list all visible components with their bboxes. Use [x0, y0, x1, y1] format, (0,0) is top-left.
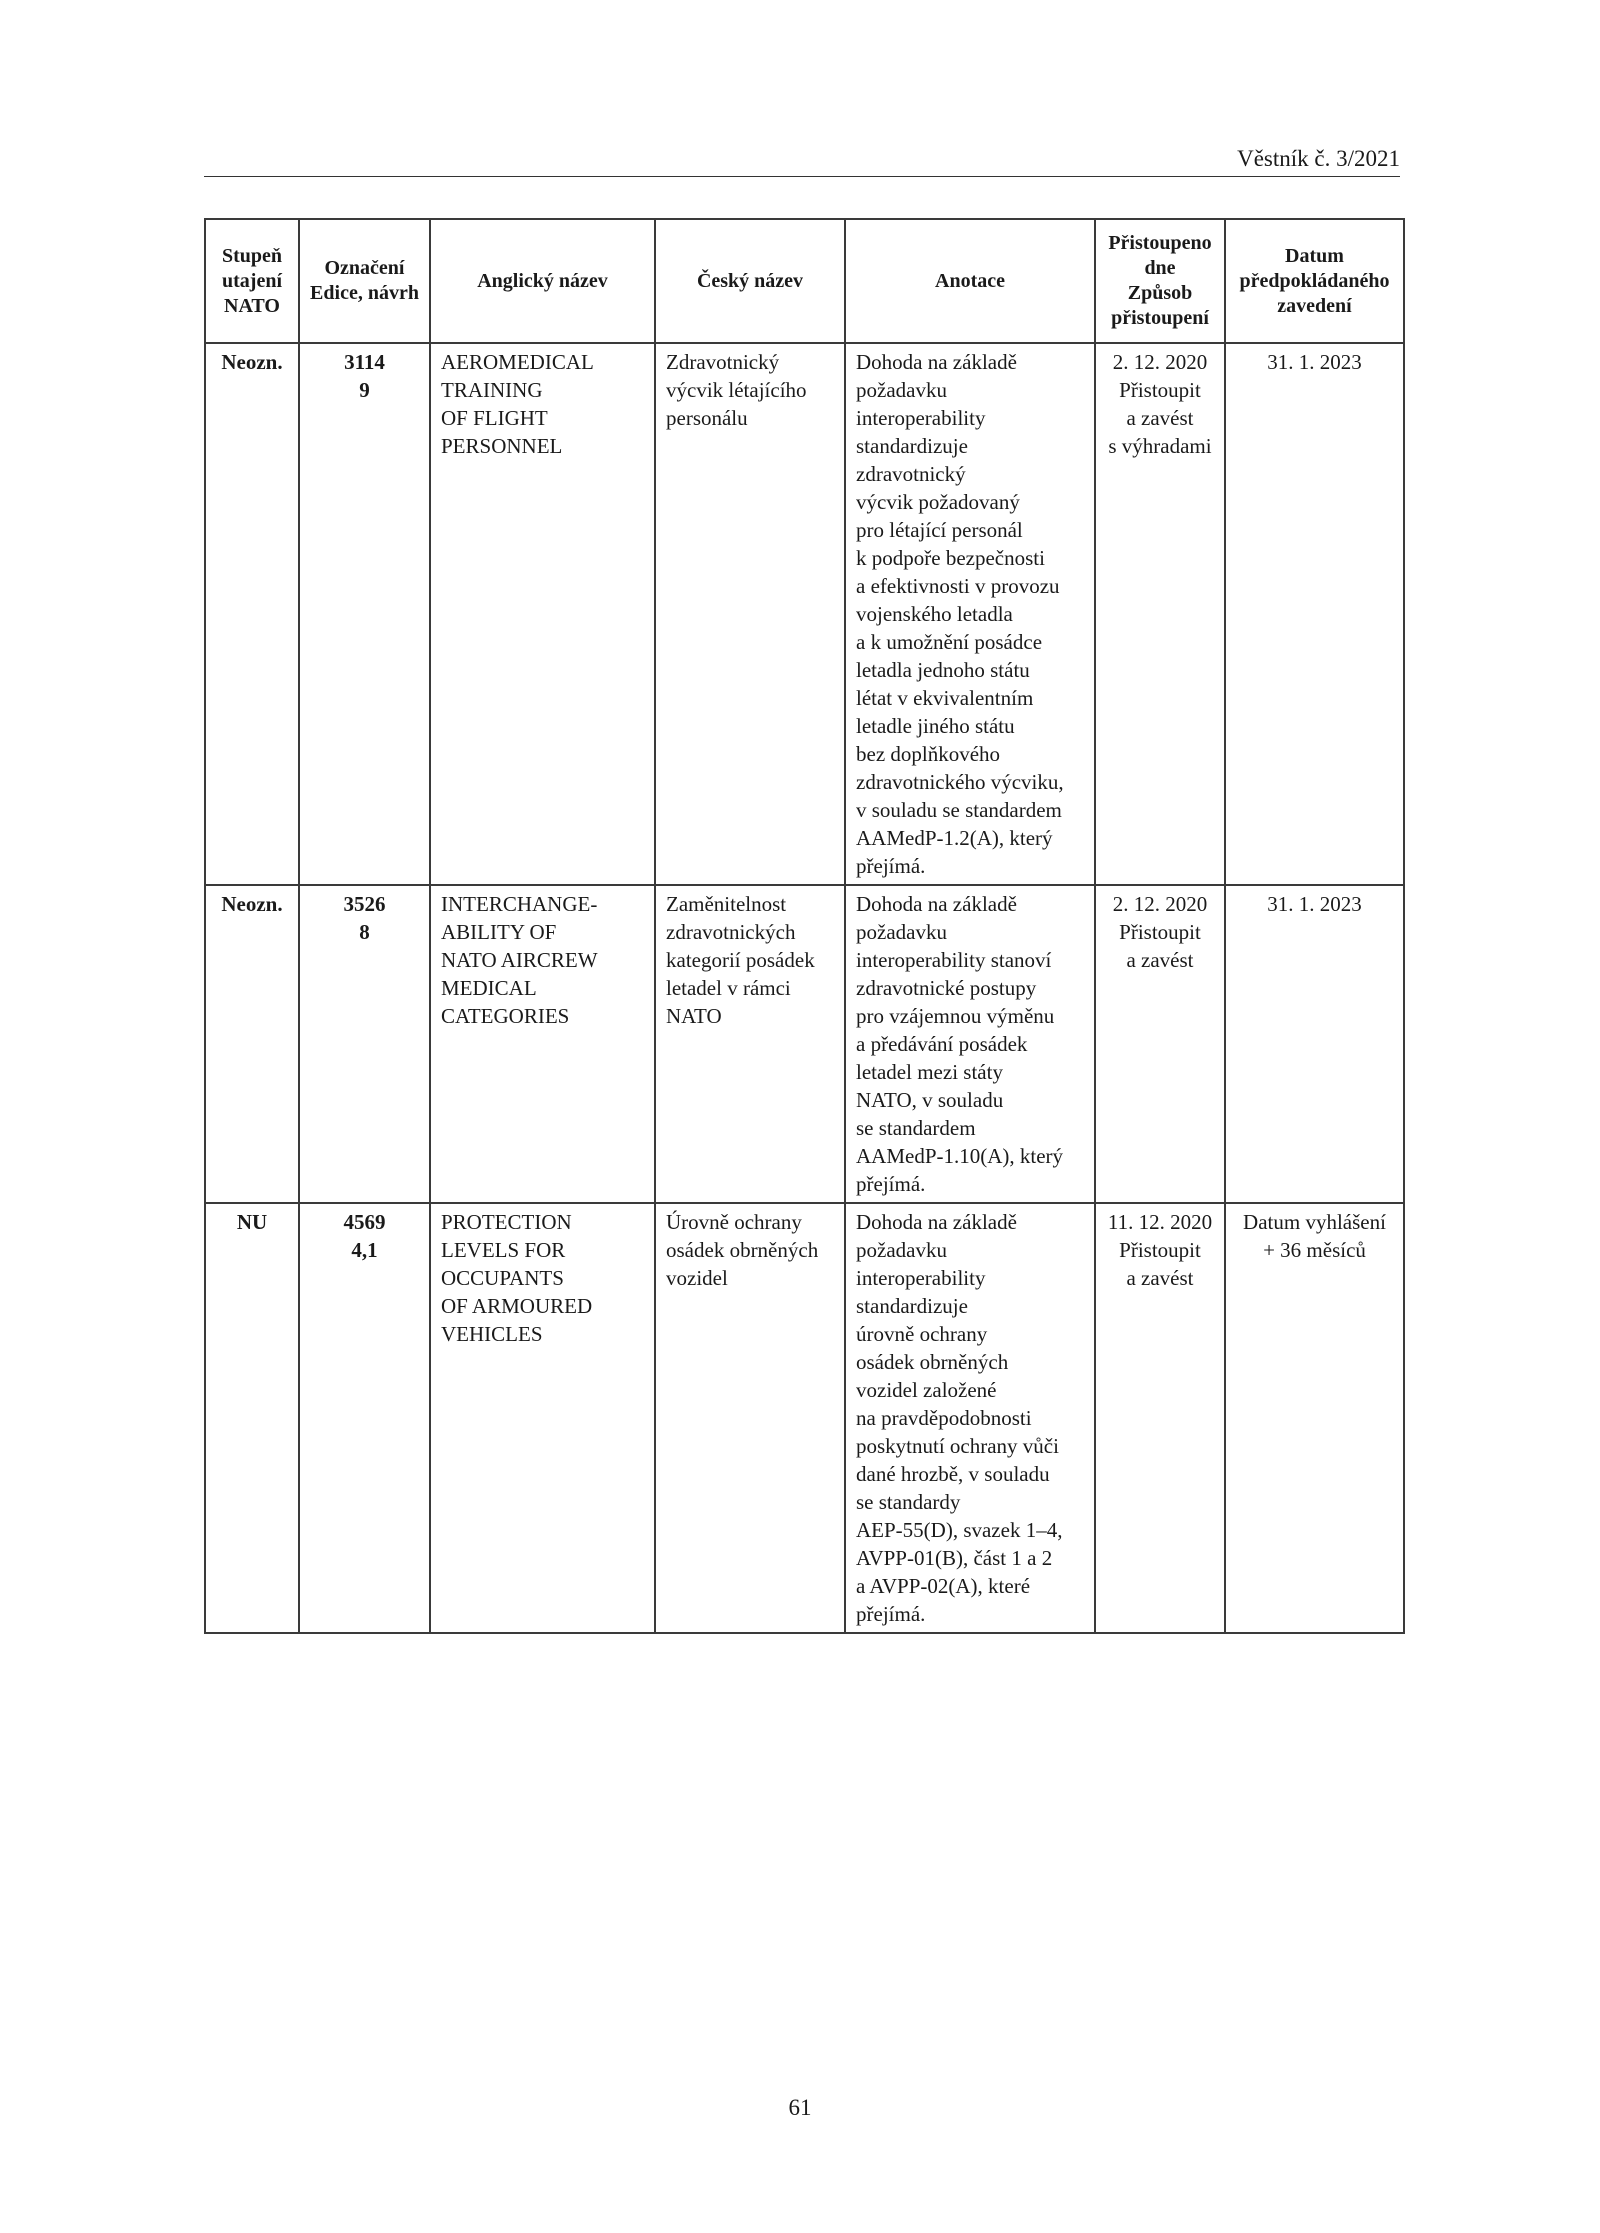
journal-issue: Věstník č. 3/2021: [1237, 146, 1400, 171]
table-row: [205, 885, 1404, 1203]
implementation-cell: Datum vyhlášení + 36 měsíců: [1225, 1203, 1404, 1633]
annotation-cell: Dohoda na základě požadavku interoperability stanoví zdravotnické postupy pro vzájemnou výměnu a předávání posádek letadel mezi státy NATO, v souladu se standardem AAMedP-1.10(A), který přejímá.: [845, 885, 1095, 1203]
classification-cell: Neozn.: [205, 343, 299, 885]
implementation-cell: 31. 1. 2023: [1225, 885, 1404, 1203]
table-row: [205, 343, 1404, 885]
header-annotation: Anotace: [845, 219, 1095, 343]
header-czech-title: Český název: [655, 219, 845, 343]
page-number: 61: [788, 2095, 812, 2120]
table-header-row: [205, 219, 1404, 343]
implementation-cell: 31. 1. 2023: [1225, 343, 1404, 885]
running-header: [204, 146, 1400, 177]
classification-cell: NU: [205, 1203, 299, 1633]
designation-cell: 4569 4,1: [299, 1203, 430, 1633]
accession-cell: 2. 12. 2020 Přistoupit a zavést: [1095, 885, 1225, 1203]
annotation-cell: Dohoda na základě požadavku interoperability standardizuje úrovně ochrany osádek obrněných vozidel založené na pravděpodobnosti poskytnutí ochrany vůči dané hrozbě, v souladu se standardy AEP-55(D), svazek 1–4, AVPP-01(B), část 1 a 2 a AVPP-02(A), které přejímá.: [845, 1203, 1095, 1633]
header-english-title: Anglický název: [430, 219, 655, 343]
english-title-cell: AEROMEDICAL TRAINING OF FLIGHT PERSONNEL: [430, 343, 655, 885]
designation-cell: 3114 9: [299, 343, 430, 885]
accession-cell: 11. 12. 2020 Přistoupit a zavést: [1095, 1203, 1225, 1633]
designation-cell: 3526 8: [299, 885, 430, 1203]
nato-standards-table: [204, 218, 1405, 1634]
czech-title-cell: Zdravotnický výcvik létajícího personálu: [655, 343, 845, 885]
accession-cell: 2. 12. 2020 Přistoupit a zavést s výhradami: [1095, 343, 1225, 885]
header-accession: Přistoupeno dne Způsob přistoupení: [1095, 219, 1225, 343]
english-title-cell: INTERCHANGE- ABILITY OF NATO AIRCREW MEDICAL CATEGORIES: [430, 885, 655, 1203]
classification-cell: Neozn.: [205, 885, 299, 1203]
header-designation: Označení Edice, návrh: [299, 219, 430, 343]
czech-title-cell: Zaměnitelnost zdravotnických kategorií posádek letadel v rámci NATO: [655, 885, 845, 1203]
table-row: [205, 1203, 1404, 1633]
header-classification: Stupeň utajení NATO: [205, 219, 299, 343]
annotation-cell: Dohoda na základě požadavku interoperability standardizuje zdravotnický výcvik požadovaný pro létající personál k podpoře bezpečnosti a efektivnosti v provozu vojenského letadla a k umožnění posádce letadla jednoho státu létat v ekvivalentním letadle jiného státu bez doplňkového zdravotnického výcviku, v souladu se standardem AAMedP-1.2(A), který přejímá.: [845, 343, 1095, 885]
english-title-cell: PROTECTION LEVELS FOR OCCUPANTS OF ARMOURED VEHICLES: [430, 1203, 655, 1633]
header-implementation: Datum předpokládaného zavedení: [1225, 219, 1404, 343]
czech-title-cell: Úrovně ochrany osádek obrněných vozidel: [655, 1203, 845, 1633]
